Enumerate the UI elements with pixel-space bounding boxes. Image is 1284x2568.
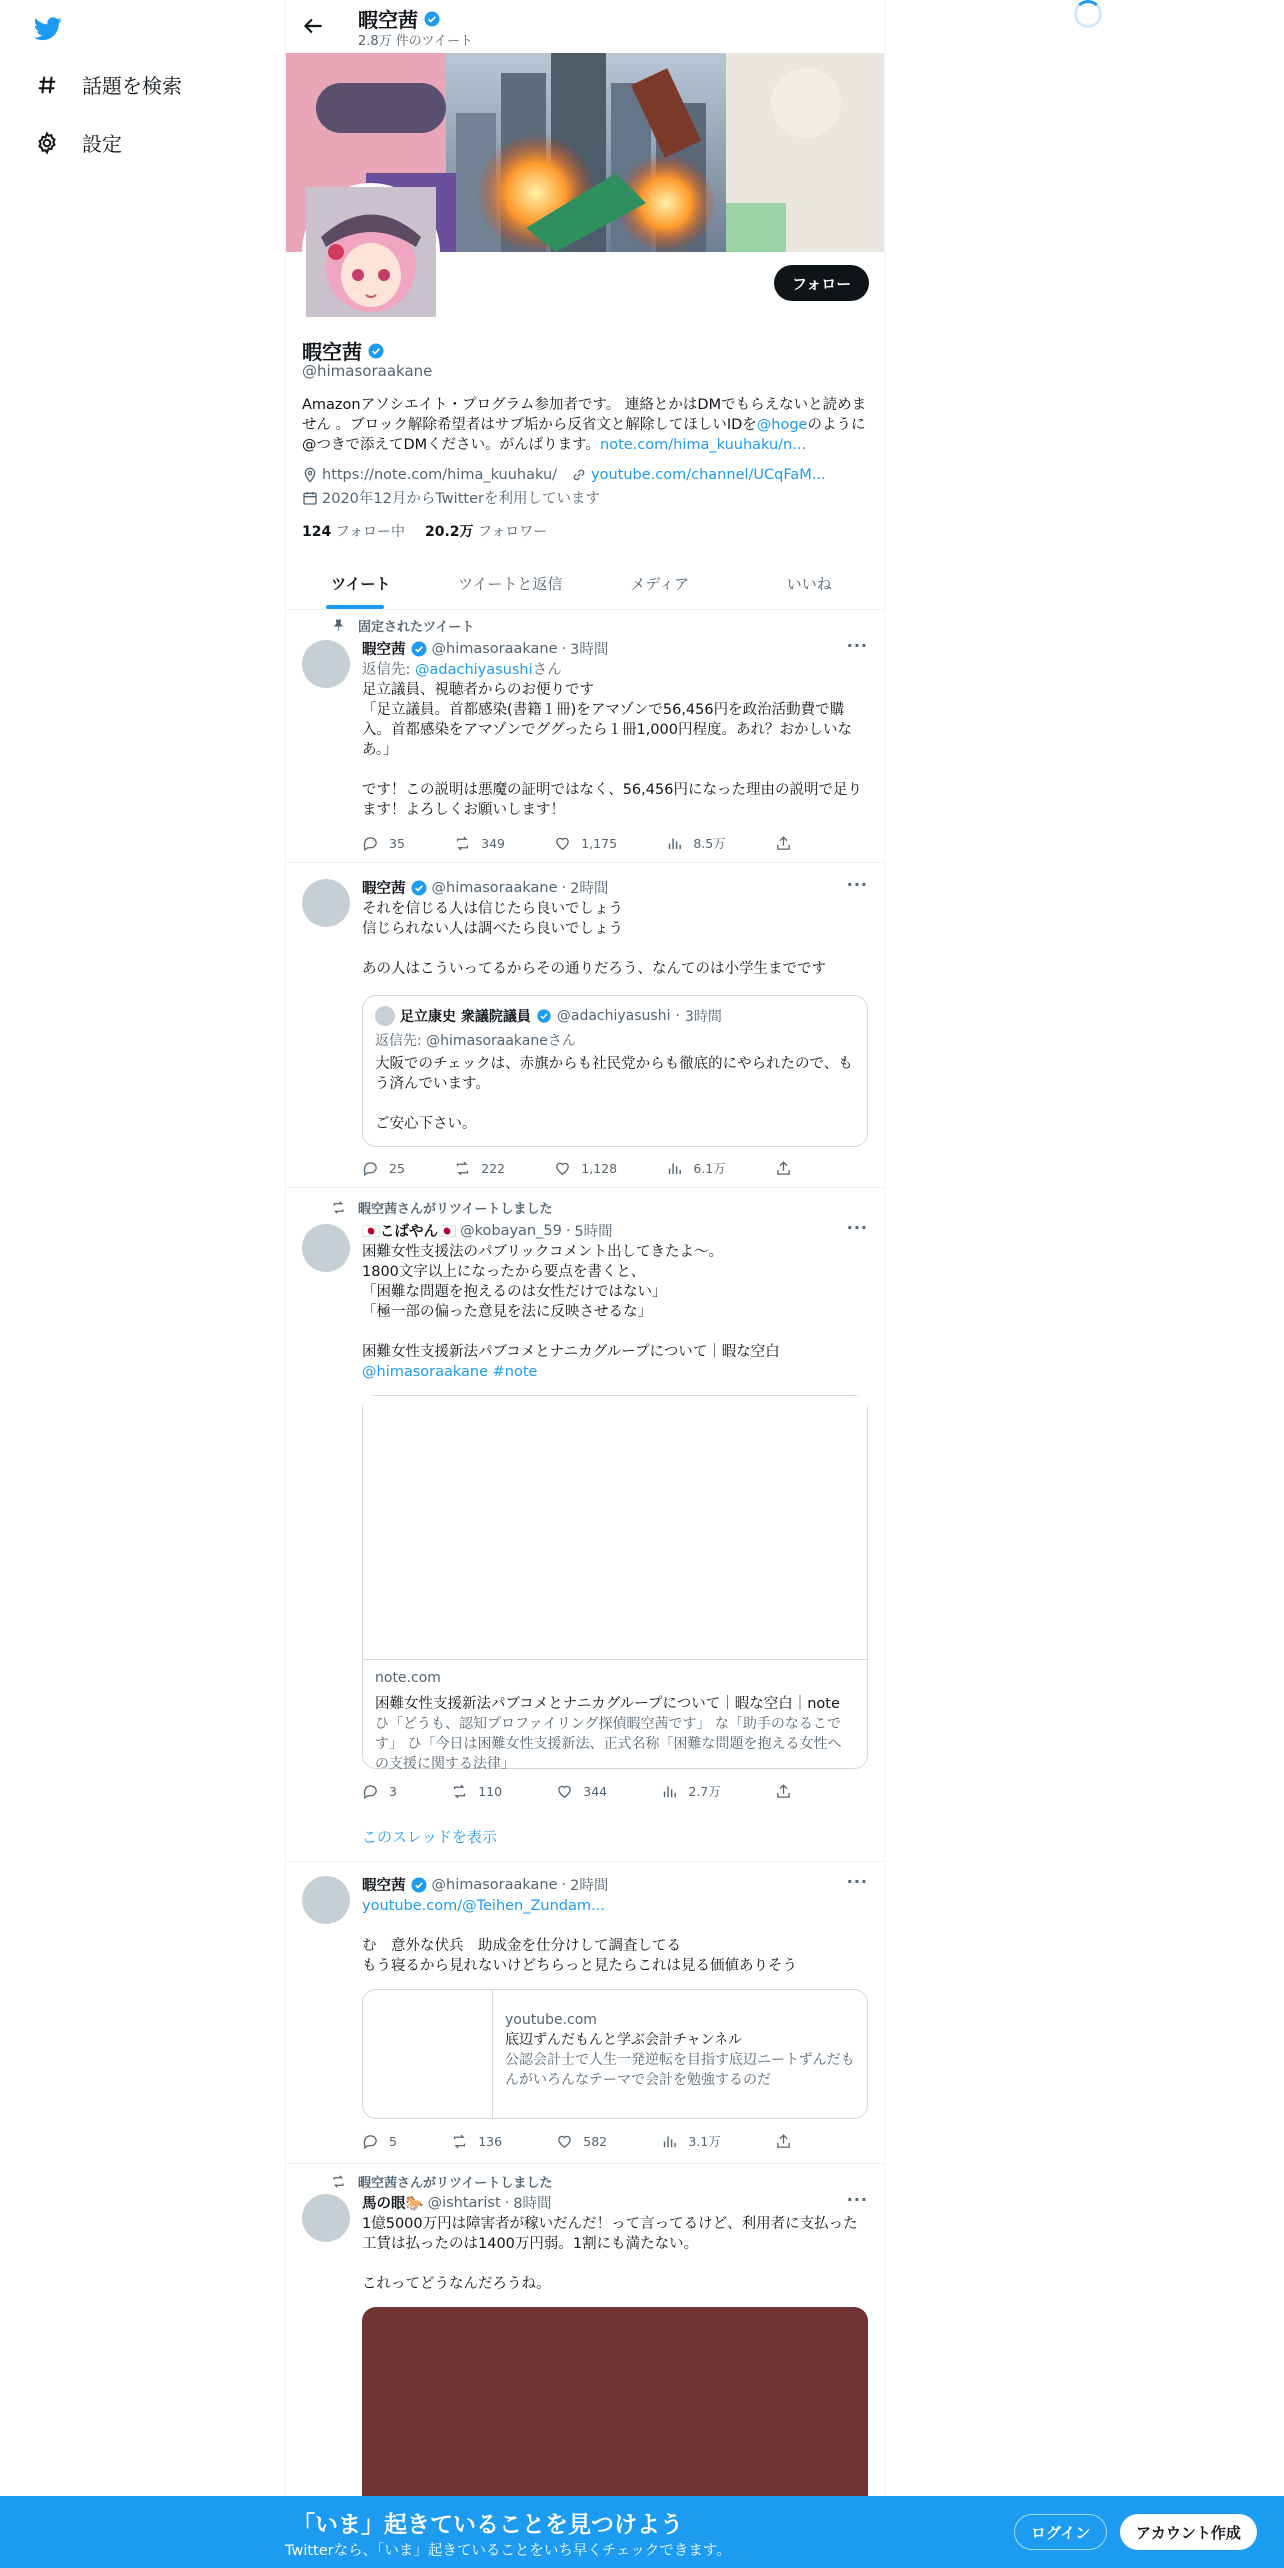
views-button[interactable]: 2.7万 bbox=[661, 1782, 720, 1800]
nav-settings[interactable] bbox=[34, 128, 122, 157]
like-button[interactable]: 344 bbox=[556, 1782, 607, 1800]
profile-website-link[interactable]: youtube.com/channel/UCqFaM... bbox=[591, 467, 826, 483]
tweet-reply-to: 返信先: @adachiyasushiさん bbox=[362, 662, 562, 678]
profile-meta-row bbox=[302, 467, 826, 483]
header-tweet-count: 2.8万 件のツイート bbox=[358, 34, 473, 49]
verified-badge-icon bbox=[536, 1008, 552, 1024]
heart-icon bbox=[556, 2133, 573, 2150]
tweet-actions bbox=[362, 1782, 792, 1800]
login-button[interactable]: ログイン bbox=[1014, 2514, 1107, 2550]
reply-button[interactable]: 3 bbox=[362, 1782, 397, 1800]
views-button[interactable]: 8.5万 bbox=[666, 834, 725, 852]
tweet-item[interactable] bbox=[286, 863, 884, 1188]
nav-explore[interactable] bbox=[34, 70, 182, 99]
tweet-header: 暇空茜 @himasoraakane · 3時間 bbox=[362, 640, 609, 658]
profile-name: 暇空茜 bbox=[302, 336, 385, 365]
profile-avatar[interactable] bbox=[302, 183, 440, 321]
like-button[interactable]: 1,175 bbox=[554, 834, 617, 852]
profile-bio: Amazonアソシエイト・プログラム参加者です。 連絡とかはDMでもらえないと読めません 。ブロック解除希望者はサブ垢から反省文と解除してほしいIDを@hogeのように@つきで添えてDMください。がんばります。note.com/hima_kuuhaku/n... bbox=[302, 397, 867, 453]
profile-column bbox=[285, 0, 885, 2568]
link-card-title: 困難女性支援新法パブコメとナニカグループについて｜暇な空白｜note bbox=[375, 1696, 840, 1712]
avatar[interactable] bbox=[302, 2194, 350, 2242]
tweet-text: 1億5000万円は障害者が稼いだんだ！って言ってるけど、利用者に支払った工賃は払ったのは1400万円弱。1割にも満たない。 これってどうなんだろうね。 bbox=[362, 2216, 858, 2292]
verified-badge-icon bbox=[410, 1876, 428, 1894]
retweet-context: 暇空茜さんがリツイートしました bbox=[330, 1198, 552, 1217]
link-card-description: ひ「どうも、認知プロファイリング探偵暇空茜です」 な「助手のなるこです」 ひ「今日は困難女性支援新法、正式名称「困難な問題を抱える女性への支援に関する法律」 bbox=[375, 1716, 842, 1772]
link-card-domain: note.com bbox=[375, 1670, 441, 1686]
reply-icon bbox=[362, 835, 379, 852]
followers-stat[interactable]: 20.2万 フォロワー bbox=[425, 524, 548, 540]
following-stat[interactable]: 124 フォロー中 bbox=[302, 524, 405, 540]
verified-badge-icon bbox=[410, 879, 428, 897]
share-button[interactable] bbox=[775, 2132, 792, 2150]
profile-header-bar bbox=[286, 0, 884, 53]
reply-icon bbox=[362, 2133, 379, 2150]
retweet-button[interactable]: 136 bbox=[451, 2132, 502, 2150]
reply-button[interactable]: 5 bbox=[362, 2132, 397, 2150]
hashtag-icon bbox=[34, 72, 60, 98]
profile-location: https://note.com/hima_kuuhaku/ bbox=[302, 467, 557, 483]
avatar[interactable] bbox=[302, 1876, 350, 1924]
profile-stats bbox=[302, 521, 547, 541]
retweet-icon bbox=[330, 1200, 346, 1215]
verified-badge-icon bbox=[410, 640, 428, 658]
quoted-tweet-header: 足立康史 衆議院議員 @adachiyasushi · 3時間 bbox=[375, 1006, 722, 1026]
retweet-button[interactable]: 110 bbox=[451, 1782, 502, 1800]
retweet-icon bbox=[451, 1783, 468, 1800]
twitter-bird-icon[interactable] bbox=[32, 14, 64, 42]
tweet-text: それを信じる人は信じたら良いでしょう 信じられない人は調べたら良いでしょう あの人はこういってるからその通りだろう、なんてのは小学生までです bbox=[362, 901, 826, 977]
link-card-text bbox=[505, 2010, 855, 2090]
avatar[interactable] bbox=[302, 1224, 350, 1272]
tab-media[interactable]: メディア bbox=[630, 574, 690, 593]
tweet-header: 🇯🇵こばやん🇯🇵 @kobayan_59 · 5時間 bbox=[362, 1222, 613, 1240]
heart-icon bbox=[554, 1160, 571, 1177]
retweet-icon bbox=[454, 1160, 471, 1177]
tweet-link: youtube.com/@Teihen_Zundam... bbox=[362, 1898, 605, 1914]
tweet-links: @himasoraakane #note bbox=[362, 1364, 538, 1380]
views-button[interactable]: 6.1万 bbox=[666, 1159, 725, 1177]
share-button[interactable] bbox=[775, 834, 792, 852]
signup-banner-subtitle: Twitterなら、「いま」起きていることをいち早くチェックできます。 bbox=[285, 2543, 731, 2559]
signup-banner-title: 「いま」起きていることを見つけよう bbox=[292, 2512, 683, 2538]
link-card-domain: youtube.com bbox=[505, 2012, 597, 2028]
more-options-icon[interactable]: ··· bbox=[846, 1218, 868, 1237]
share-button[interactable] bbox=[775, 1782, 792, 1800]
gear-icon bbox=[34, 130, 60, 156]
profile-website[interactable] bbox=[571, 467, 826, 483]
like-button[interactable]: 582 bbox=[556, 2132, 607, 2150]
header-name: 暇空茜 bbox=[358, 4, 441, 33]
quoted-tweet[interactable] bbox=[362, 995, 868, 1147]
more-options-icon[interactable]: ··· bbox=[846, 636, 868, 655]
show-thread-link[interactable]: このスレッドを表示 bbox=[362, 1828, 497, 1846]
follow-button[interactable]: フォロー bbox=[774, 265, 869, 301]
views-chart-icon bbox=[661, 2133, 678, 2150]
quoted-tweet-text: 大阪でのチェックは、赤旗からも社民党からも徹底的にやられたので、もう済んでいます。 ご安心下さい。 bbox=[375, 1056, 853, 1132]
tweet-media-image[interactable] bbox=[362, 2307, 868, 2527]
reply-button[interactable]: 25 bbox=[362, 1159, 405, 1177]
nav-settings-label: 設定 bbox=[82, 132, 122, 156]
share-icon bbox=[775, 2133, 792, 2150]
views-chart-icon bbox=[666, 1160, 683, 1177]
tweet-actions bbox=[362, 1159, 792, 1177]
tweet-text: む 意外な伏兵 助成金を仕分けして調査してる もう寝るから見れないけどちらっと見たらこれは見る価値ありそう bbox=[362, 1938, 797, 1974]
like-button[interactable]: 1,128 bbox=[554, 1159, 617, 1177]
back-arrow-icon[interactable] bbox=[300, 13, 326, 39]
heart-icon bbox=[556, 1783, 573, 1800]
loading-spinner-icon bbox=[1074, 0, 1102, 28]
reply-icon bbox=[362, 1783, 379, 1800]
tweet-actions bbox=[362, 2132, 792, 2150]
share-icon bbox=[775, 835, 792, 852]
retweet-button[interactable]: 222 bbox=[454, 1159, 505, 1177]
tab-tweets[interactable]: ツイート bbox=[286, 557, 436, 609]
retweet-icon bbox=[454, 835, 471, 852]
tweet-item[interactable] bbox=[286, 610, 884, 863]
reply-button[interactable]: 35 bbox=[362, 834, 405, 852]
retweet-icon bbox=[330, 2174, 346, 2189]
views-button[interactable]: 3.1万 bbox=[661, 2132, 720, 2150]
quoted-reply-to: 返信先: @himasoraakaneさん bbox=[375, 1033, 576, 1049]
tweet-item[interactable] bbox=[286, 1862, 884, 2164]
views-chart-icon bbox=[666, 835, 683, 852]
tweet-header: 馬の眼🐎 @ishtarist · 8時間 bbox=[362, 2194, 552, 2212]
link-card-title: 底辺ずんだもんと学ぶ会計チャンネル bbox=[505, 2032, 743, 2048]
link-card[interactable] bbox=[362, 1395, 868, 1772]
share-icon bbox=[775, 1783, 792, 1800]
avatar[interactable] bbox=[302, 640, 350, 688]
link-card[interactable] bbox=[362, 1989, 868, 2119]
profile-tabs bbox=[286, 557, 884, 610]
nav-explore-label: 話題を検索 bbox=[82, 74, 182, 98]
retweet-icon bbox=[451, 2133, 468, 2150]
link-card-image bbox=[363, 1396, 867, 1660]
location-pin-icon bbox=[302, 467, 318, 483]
retweet-button[interactable]: 349 bbox=[454, 834, 505, 852]
pinned-context: 固定されたツイート bbox=[330, 616, 474, 635]
link-card-thumbnail bbox=[363, 1990, 493, 2118]
bio-link[interactable]: note.com/hima_kuuhaku/n... bbox=[600, 437, 807, 453]
bio-mention-link[interactable]: @hoge bbox=[756, 417, 808, 433]
more-options-icon[interactable]: ··· bbox=[846, 2190, 868, 2209]
avatar[interactable] bbox=[302, 879, 350, 927]
signup-button[interactable]: アカウント作成 bbox=[1120, 2514, 1257, 2550]
pin-icon bbox=[330, 619, 346, 632]
profile-joined: 2020年12月からTwitterを利用しています bbox=[302, 487, 600, 508]
tweet-item[interactable] bbox=[286, 1188, 884, 1862]
heart-icon bbox=[554, 835, 571, 852]
calendar-icon bbox=[302, 490, 318, 506]
tweet-text: 困難女性支援法のパブリックコメント出してきたよ〜。 1800文字以上になったから要点を書くと、 「困難な問題を抱えるのは女性だけではない」 「極一部の偏った意見を法に反映させるな」 困難女性支援新法パブコメとナニカグループについて｜暇な空白 bbox=[362, 1244, 780, 1360]
more-options-icon[interactable]: ··· bbox=[846, 875, 868, 894]
share-icon bbox=[775, 1160, 792, 1177]
avatar bbox=[375, 1006, 395, 1026]
verified-badge-icon bbox=[423, 10, 441, 28]
signup-banner bbox=[0, 2496, 1284, 2568]
views-chart-icon bbox=[661, 1783, 678, 1800]
reply-icon bbox=[362, 1160, 379, 1177]
tweet-actions bbox=[362, 834, 792, 852]
tweet-header: 暇空茜 @himasoraakane · 2時間 bbox=[362, 879, 609, 897]
link-icon bbox=[571, 467, 587, 483]
share-button[interactable] bbox=[775, 1159, 792, 1177]
more-options-icon[interactable]: ··· bbox=[846, 1872, 868, 1891]
tab-likes[interactable]: いいね bbox=[786, 574, 832, 593]
tweet-text: 足立議員、視聴者からのお便りです 「足立議員。首都感染(書籍１冊)をアマゾンで56,456円を政治活動費で購入。首都感染をアマゾンでググったら１冊1,000円程度。あれ？おかしいなあ。」 です！この説明は悪魔の証明ではなく、56,456円になった理由の説明で足ります！よろしくお願いします！ bbox=[362, 682, 862, 818]
link-card-description: 公認会計士で人生一発逆転を目指す底辺ニートずんだもんがいろんなテーマで会計を勉強するのだ bbox=[505, 2052, 855, 2088]
profile-handle: @himasoraakane bbox=[302, 362, 433, 380]
verified-badge-icon bbox=[367, 342, 385, 360]
tweet-header: 暇空茜 @himasoraakane · 2時間 bbox=[362, 1876, 609, 1894]
retweet-context: 暇空茜さんがリツイートしました bbox=[330, 2172, 552, 2191]
tab-tweets-replies[interactable]: ツイートと返信 bbox=[458, 574, 563, 593]
